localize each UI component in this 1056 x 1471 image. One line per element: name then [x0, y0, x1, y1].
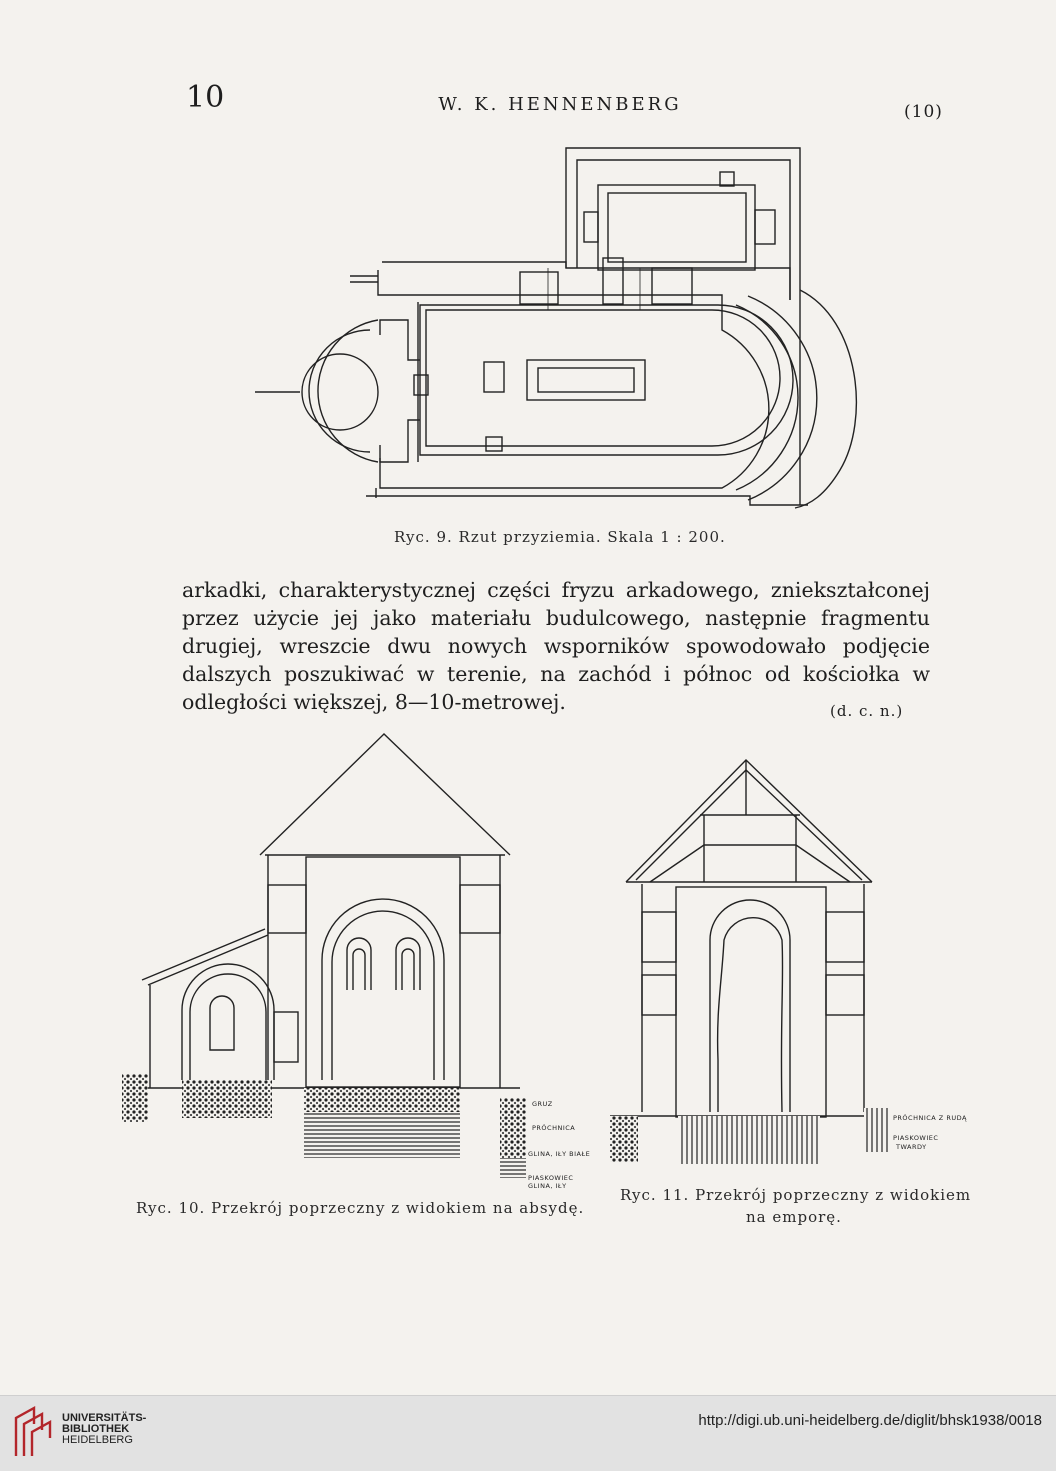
continued-note: (d. c. n.)	[830, 702, 904, 720]
fig11-soil-left	[610, 1116, 638, 1162]
fig10-soil-left	[122, 1074, 148, 1122]
figure-11-caption-line-1: Ryc. 11. Przekrój poprzeczny z widokiem	[620, 1186, 972, 1204]
university-library-logo-icon	[12, 1404, 56, 1460]
page-number: 10	[186, 80, 225, 115]
body-paragraph: arkadki, charakterystycznej części fryzu arkadowego, zniekształconej przez użycie jej jako materiału budulcowego, następnie fragmentu drugiej, wreszcie dwu nowych wsporników spowodowało podjęcie dalszych poszukiwać w terenie, na zachód i północ od kościołka w odległości większej, 8—10-metrowej.	[182, 578, 930, 714]
library-line-3: HEIDELBERG	[62, 1434, 133, 1446]
fig10-legend-1: GRUZ	[532, 1100, 553, 1108]
permalink-url[interactable]: http://digi.ub.uni-heidelberg.de/diglit/bhsk1938/0018	[698, 1412, 1042, 1429]
fig11-legend-1: PRÓCHNICA Z RUDĄ	[893, 1114, 967, 1122]
figure-11-caption-line-2: na emporę.	[746, 1208, 842, 1226]
fig11-foundation	[678, 1116, 820, 1164]
running-head: W. K. HENNENBERG	[438, 94, 682, 115]
library-name	[62, 1413, 146, 1446]
figure-11-drawing	[610, 760, 884, 1117]
fig10-soil-right	[500, 1098, 526, 1158]
fig10-legend-5: GLINA, IŁY	[528, 1182, 567, 1190]
roman-page-number: (10)	[904, 102, 943, 122]
fig11-legend-3: TWARDY	[896, 1143, 927, 1151]
fig10-legend-4: PIASKOWIEC	[528, 1174, 574, 1182]
figure-10-caption: Ryc. 10. Przekrój poprzeczny z widokiem na absydę.	[136, 1199, 585, 1217]
fig10-foundation-left	[182, 1080, 272, 1118]
fig10-strata	[304, 1112, 460, 1158]
fig10-foundation-right	[304, 1088, 460, 1116]
fig10-soil-base	[500, 1158, 526, 1178]
library-line-1: UNIVERSITÄTS-	[62, 1412, 147, 1424]
fig10-legend-2: PRÓCHNICA	[532, 1124, 576, 1132]
fig11-soil-right	[864, 1108, 890, 1152]
viewer-footer	[0, 1395, 1056, 1471]
figure-9-caption: Ryc. 9. Rzut przyziemia. Skala 1 : 200.	[394, 528, 726, 546]
library-line-2: BIBLIOTHEK	[62, 1423, 130, 1435]
fig10-legend-3: GLINA, IŁY BIAŁE	[528, 1150, 591, 1158]
figure-10-drawing	[122, 734, 520, 1088]
fig11-legend-2: PIASKOWIEC	[893, 1134, 939, 1142]
